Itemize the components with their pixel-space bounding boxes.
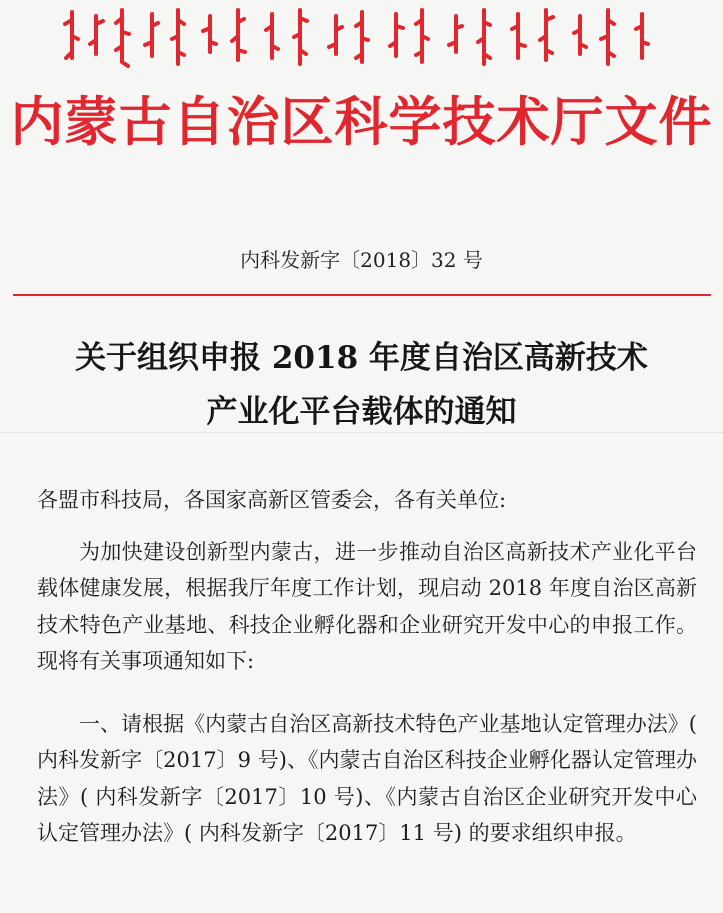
- notice-title-line-1: 关于组织申报 2018 年度自治区高新技术: [75, 340, 648, 376]
- document-number: 内科发新字〔2018〕32 号: [240, 248, 483, 272]
- mongolian-script-graphic: [60, 6, 665, 72]
- notice-title-line-2: 产业化平台载体的通知: [206, 394, 517, 430]
- body-paragraph-1: 为加快建设创新型内蒙古，进一步推动自治区高新技术产业化平台载体健康发展，根据我厅年度工作计划，现启动 2018 年度自治区高新技术特色产业基地、科技企业孵化器和企业研究开发中心的申报工作。现将有关事项通知如下:: [37, 540, 697, 673]
- salutation: 各盟市科技局，各国家高新区管委会，各有关单位:: [37, 488, 507, 512]
- body-paragraph-2: 一、请根据《内蒙古自治区高新技术特色产业基地认定管理办法》( 内科发新字〔2017〕9 号)、《内蒙古自治区科技企业孵化器认定管理办法》( 内科发新字〔2017〕10 号)、《内蒙古自治区企业研究开发中心认定管理办法》( 内科发新字〔2017〕11 号) 的要求组织申报。: [37, 712, 697, 845]
- agency-document-title: 内蒙古自治区科学技术厅文件: [10, 91, 713, 153]
- red-divider-line: [13, 294, 711, 296]
- mongolian-script-header: [60, 6, 665, 72]
- page-fold-line: [0, 432, 723, 433]
